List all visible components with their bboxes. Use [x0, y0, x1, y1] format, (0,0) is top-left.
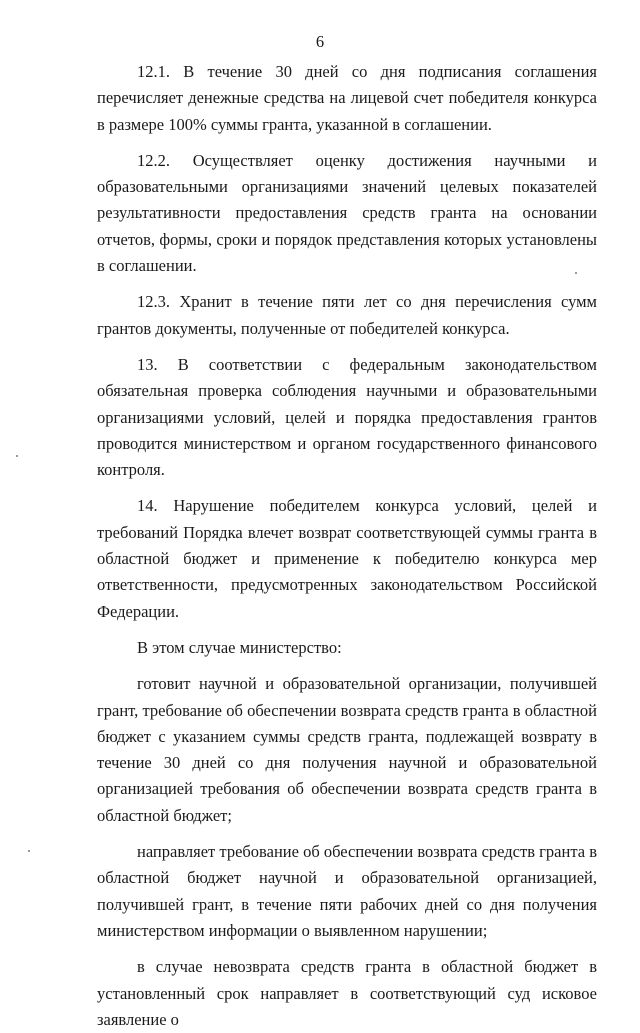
- paragraph-12-3: 12.3. Хранит в течение пяти лет со дня перечисления сумм грантов документы, полученные от победителей конкурса.: [97, 292, 597, 338]
- scan-speck: [16, 455, 18, 457]
- scan-speck: [575, 272, 577, 274]
- paragraph-prepares-demand: готовит научной и образовательной организации, получившей грант, требование об обеспечении возврата средств гранта в областной бюджет с указанием суммы средств гранта, подлежащей возврату в течение 30 дней со дня получения научной и образовательной организацией требования об обеспечении возврата средств гранта в областной бюджет;: [97, 674, 597, 825]
- paragraph-13: 13. В соответствии с федеральным законодательством обязательная проверка соблюдения научными и образовательными организациями условий, целей и порядка предоставления грантов проводится министерством и органом государственного финансового контроля.: [97, 354, 597, 480]
- document-body: [97, 59, 597, 1033]
- paragraph-14: 14. Нарушение победителем конкурса условий, целей и требований Порядка влечет возврат соответствующей суммы гранта в областной бюджет и применение к победителю конкурса мер ответственности, предусмотренных законодательством Российской Федерации.: [97, 496, 597, 621]
- paragraph-ministry-intro: В этом случае министерство:: [137, 637, 342, 657]
- paragraph-court-claim: в случае невозврата средств гранта в областной бюджет в установленный срок направляет в соответствующий суд исковое заявление о: [97, 957, 597, 1029]
- paragraph-12-1: 12.1. В течение 30 дней со дня подписания соглашения перечисляет денежные средства на лицевой счет победителя конкурса в размере 100% суммы гранта, указанной в соглашении.: [97, 62, 597, 134]
- page-number: 6: [315, 32, 325, 51]
- paragraph-sends-demand: направляет требование об обеспечении возврата средств гранта в областной бюджет научной и образовательной организацией, получившей грант, в течение пяти рабочих дней со дня получения министерством информации о выявленном нарушении;: [97, 842, 597, 940]
- scan-speck: [28, 850, 30, 852]
- paragraph-12-2: 12.2. Осуществляет оценку достижения научными и образовательными организациями значений целевых показателей результативности предоставления средств гранта на основании отчетов, формы, сроки и порядок представления которых установлены в соглашении.: [97, 150, 597, 276]
